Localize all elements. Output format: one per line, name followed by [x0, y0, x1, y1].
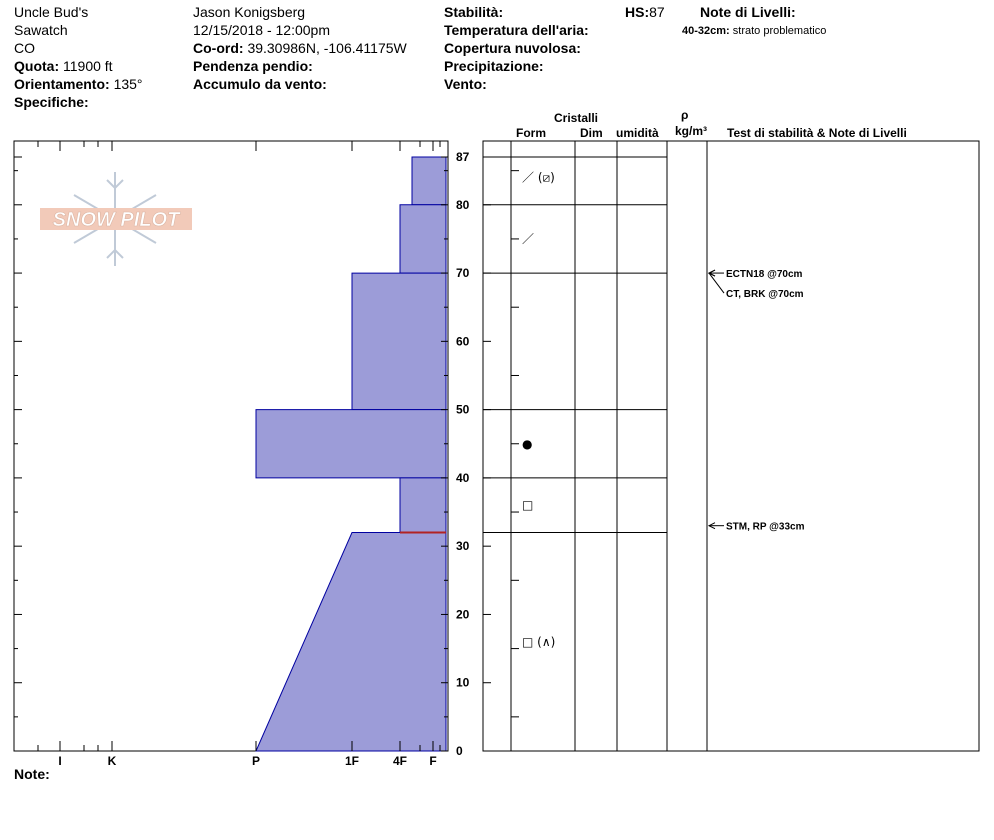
stability-notes-header: Test di stabilità & Note di Livelli: [727, 126, 907, 140]
depth-tick-label: 70: [456, 266, 470, 281]
hardness-layer: [400, 478, 446, 533]
observer: Jason Konigsberg: [193, 4, 306, 20]
hardness-tick-label: F: [429, 754, 437, 768]
cloud-cover-label: Copertura nuvolosa:: [444, 40, 581, 56]
logo-text: SNOW PILOT: [52, 209, 180, 231]
hs-value: 87: [649, 4, 665, 20]
depth-tick-label: 20: [456, 607, 470, 622]
elevation-value: 11900 ft: [63, 58, 113, 74]
aspect-label: Orientamento:: [14, 76, 110, 92]
layer-notes-title: Note di Livelli:: [700, 4, 796, 20]
hardness-tick-label: 4F: [392, 754, 408, 768]
density-unit-header: kg/m³: [675, 124, 708, 138]
layer-note-text: strato problematico: [732, 25, 827, 37]
hardness-layer: [400, 205, 446, 273]
hs-label: HS:: [625, 4, 650, 20]
grain-form-symbol: □ (∧): [522, 634, 556, 649]
depth-tick-label: 40: [456, 470, 470, 485]
air-temp-label: Temperatura dell'aria:: [444, 22, 589, 38]
moisture-header: umidità: [616, 126, 659, 140]
grain-form-symbol: □: [522, 498, 534, 513]
hardness-tick-label: I: [58, 754, 62, 768]
precipitation-label: Precipitazione:: [444, 58, 544, 74]
aspect-value: 135°: [113, 76, 143, 92]
hardness-layers: [256, 157, 446, 751]
crystals-header: Cristalli: [554, 111, 599, 125]
stability-label: Stabilità:: [444, 4, 504, 20]
specifics-label: Specifiche:: [14, 94, 89, 110]
state: CO: [14, 40, 35, 56]
size-header: Dim: [580, 126, 603, 140]
location-name: Uncle Bud's: [14, 4, 89, 20]
depth-tick-label: 80: [456, 197, 470, 212]
stability-test-label: ECTN18 @70cm: [726, 269, 803, 281]
stability-test-label: CT, BRK @70cm: [726, 289, 804, 301]
coord-value: 39.30986N, -106.41175W: [247, 40, 407, 56]
grain-form-symbol: ●: [522, 436, 533, 451]
depth-tick-label: 30: [456, 539, 470, 554]
depth-tick-label: 10: [456, 675, 470, 690]
elevation-label: Quota:: [14, 58, 60, 74]
layer-note-range: 40-32cm:: [682, 25, 730, 37]
hardness-layer: [352, 273, 446, 410]
depth-tick-label: 0: [456, 744, 463, 758]
depth-tick-label: 87: [456, 150, 470, 164]
note-label: Note:: [14, 766, 50, 782]
hardness-layer: [412, 157, 446, 205]
rho-header: ρ: [681, 108, 689, 122]
depth-tick-label: 60: [456, 334, 470, 349]
hardness-tick-label: K: [107, 754, 117, 768]
profile-table: [483, 141, 979, 751]
hardness-layer: [256, 410, 446, 478]
hardness-tick-label: P: [251, 754, 261, 768]
form-header: Form: [516, 126, 546, 140]
datetime: 12/15/2018 - 12:00pm: [193, 22, 330, 38]
depth-tick-label: 50: [456, 402, 470, 417]
hardness-tick-label: 1F: [344, 754, 360, 768]
mountain-range: Sawatch: [14, 22, 68, 38]
hardness-layer: [256, 533, 446, 751]
grain-form-symbol: ／: [522, 231, 535, 246]
stability-test-label: STM, RP @33cm: [726, 521, 805, 533]
grain-form-symbol: ／ (⧄): [522, 170, 555, 185]
wind-loading-label: Accumulo da vento:: [193, 76, 327, 92]
stability-tests: [709, 269, 805, 533]
stability-test-arrow: [709, 273, 724, 293]
slope-label: Pendenza pendio:: [193, 58, 313, 74]
coord-label: Co-ord:: [193, 40, 244, 56]
wind-label: Vento:: [444, 76, 487, 92]
snowpilot-logo: [40, 172, 192, 266]
